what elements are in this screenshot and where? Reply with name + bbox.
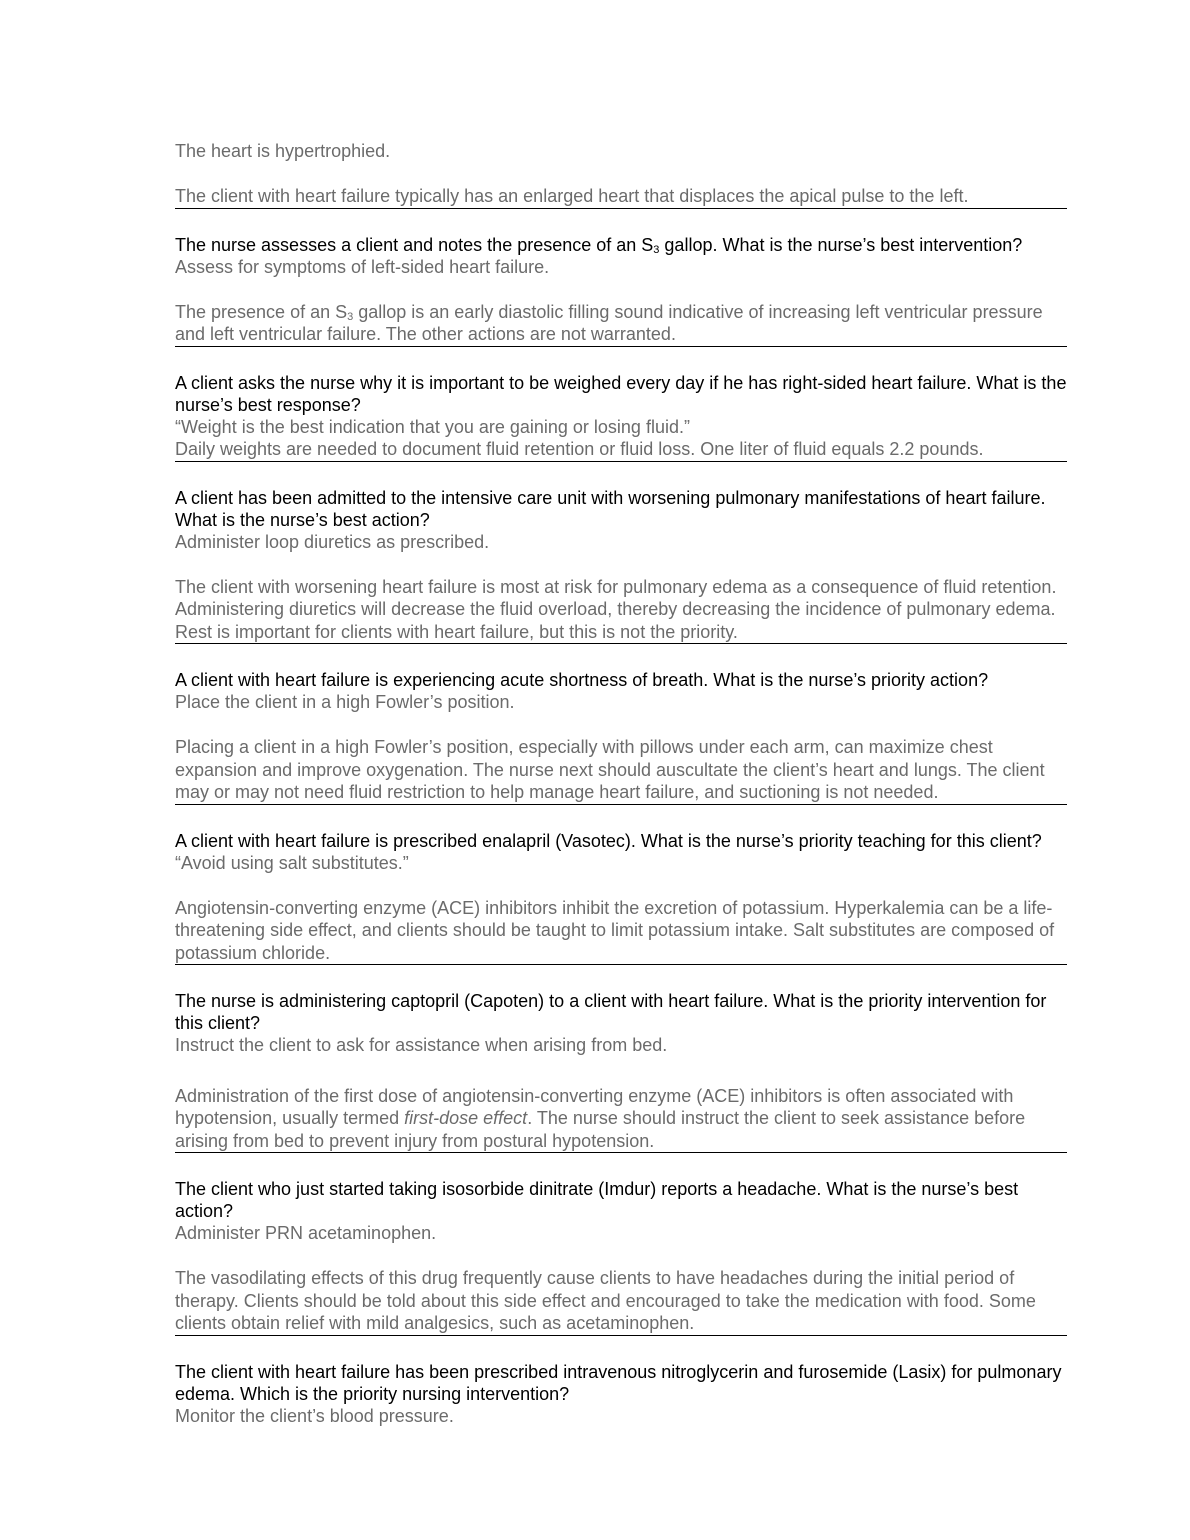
answer-text: Instruct the client to ask for assistance when arising from bed. (175, 1035, 668, 1055)
question-block-2 (175, 347, 1067, 462)
answer-text: Monitor the client’s blood pressure. (175, 1405, 454, 1426)
question-text: A client has been admitted to the intensive care unit with worsening pulmonary manifestations of heart failure. What is the nurse’s best action? (175, 487, 1046, 530)
answer-text: Administer PRN acetaminophen. (175, 1223, 437, 1243)
rationale-text: The vasodilating effects of this drug frequently cause clients to have headaches during the initial period of therapy. Clients should be told about this side effect and encouraged to take the medication with food. Some clients obtain relief with mild analgesics, such as acetaminophen. (175, 1268, 1036, 1333)
document-page (175, 140, 1067, 1427)
intro-block (175, 140, 1067, 209)
question-text: The nurse is administering captopril (Capoten) to a client with heart failure. What is the priority intervention for this client? (175, 991, 1047, 1033)
question-block-4 (175, 644, 1067, 805)
answer-text: “Weight is the best indication that you are gaining or losing fluid.” (175, 416, 690, 437)
rationale-text: Angiotensin-converting enzyme (ACE) inhibitors inhibit the excretion of potassium. Hyperkalemia can be a life-threatening side effect, and clients should be taught to limit potassium intake. Salt substitutes are composed of potassium chloride. (175, 897, 1055, 963)
question-block-7 (175, 1153, 1067, 1336)
question-text: A client with heart failure is prescribed enalapril (Vasotec). What is the nurse’s priority teaching for this client? (175, 830, 1042, 851)
question-block-3 (175, 462, 1067, 645)
answer-text: The heart is hypertrophied. (175, 141, 391, 161)
rationale-text: Placing a client in a high Fowler’s position, especially with pillows under each arm, can maximize chest expansion and improve oxygenation. The nurse next should auscultate the client’s heart and lungs. The client may or may not need fluid restriction to help manage heart failure, and suctioning is not needed. (175, 737, 1045, 802)
question-block-5 (175, 805, 1067, 966)
question-text: The nurse assesses a client and notes the presence of an $S_3$ gallop. What is the nurse’s best intervention? (175, 234, 1023, 256)
question-text: A client with heart failure is experiencing acute shortness of breath. What is the nurse’s priority action? (175, 670, 989, 690)
rationale-text: Daily weights are needed to document fluid retention or fluid loss. One liter of fluid equals 2.2 pounds. (175, 439, 984, 459)
answer-text: Administer loop diuretics as prescribed. (175, 531, 490, 552)
rationale-text: The presence of an $S_3$ gallop is an early diastolic filling sound indicative of increasing left ventricular pressure and left ventricular failure. The other actions are not warranted. (175, 301, 1043, 344)
rationale-text: The client with worsening heart failure is most at risk for pulmonary edema as a consequence of fluid retention. Administering diuretics will decrease the fluid overload, thereby decreasing the incidence of pulmonary edema. Rest is important for clients with heart failure, but this is not the priority. (175, 576, 1057, 642)
question-text: The client who just started taking isosorbide dinitrate (Imdur) reports a headache. What is the nurse’s best action? (175, 1179, 1019, 1221)
question-block-8 (175, 1336, 1067, 1428)
answer-text: “Avoid using salt substitutes.” (175, 852, 409, 873)
question-text: A client asks the nurse why it is important to be weighed every day if he has right-sided heart failure. What is the nurse’s best response? (175, 372, 1067, 415)
answer-text: Place the client in a high Fowler’s position. (175, 692, 515, 712)
question-block-1 (175, 209, 1067, 347)
rationale-text: Administration of the first dose of angiotensin-converting enzyme (ACE) inhibitors is often associated with hypotension, usually termed first-dose effect. The nurse should instruct the client to seek assistance before arising from bed to prevent injury from postural hypotension. (175, 1085, 1026, 1151)
question-text: The client with heart failure has been prescribed intravenous nitroglycerin and furosemide (Lasix) for pulmonary edema. Which is the priority nursing intervention? (175, 1361, 1062, 1404)
rationale-text: The client with heart failure typically has an enlarged heart that displaces the apical pulse to the left. (175, 186, 969, 206)
question-block-6 (175, 965, 1067, 1153)
answer-text: Assess for symptoms of left-sided heart failure. (175, 256, 550, 277)
